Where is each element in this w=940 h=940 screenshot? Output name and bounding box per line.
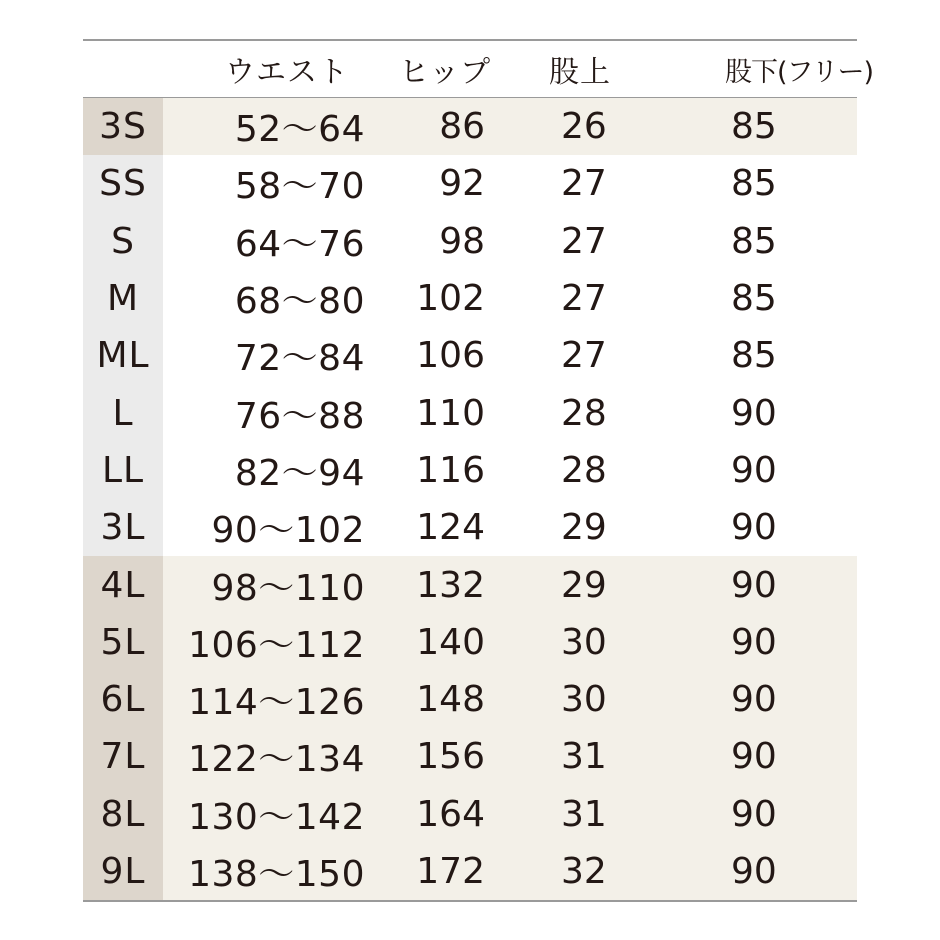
table-header <box>83 40 873 98</box>
inseam-cell: 85 <box>673 98 857 156</box>
table-row <box>83 442 857 499</box>
rise-cell: 27 <box>533 270 673 327</box>
inseam-cell: 90 <box>673 442 857 499</box>
table-row <box>83 671 857 728</box>
rise-cell: 27 <box>533 327 673 384</box>
rise-cell: 27 <box>533 213 673 270</box>
size-cell: 8L <box>83 786 163 843</box>
inseam-cell: 85 <box>673 213 857 270</box>
inseam-cell: 90 <box>673 728 857 785</box>
size-cell: L <box>83 384 163 441</box>
waist-cell: 130〜142 <box>163 786 373 843</box>
inseam-cell: 85 <box>673 155 857 212</box>
inseam-cell: 90 <box>673 671 857 728</box>
rise-cell: 29 <box>533 499 673 556</box>
inseam-cell: 85 <box>673 327 857 384</box>
rise-cell: 32 <box>533 843 673 901</box>
size-cell: M <box>83 270 163 327</box>
table-row <box>83 728 857 785</box>
waist-cell: 52〜64 <box>163 98 373 156</box>
waist-cell: 82〜94 <box>163 442 373 499</box>
waist-cell: 68〜80 <box>163 270 373 327</box>
rise-cell: 30 <box>533 614 673 671</box>
waist-cell: 76〜88 <box>163 384 373 441</box>
hip-cell: 110 <box>373 384 533 441</box>
hip-cell: 172 <box>373 843 533 901</box>
size-cell: 7L <box>83 728 163 785</box>
header-rise: 股上 <box>533 40 673 98</box>
header-size <box>83 40 163 98</box>
rise-cell: 28 <box>533 442 673 499</box>
hip-cell: 148 <box>373 671 533 728</box>
waist-cell: 98〜110 <box>163 556 373 613</box>
table-row <box>83 499 857 556</box>
table-row <box>83 327 857 384</box>
table-row <box>83 213 857 270</box>
hip-cell: 106 <box>373 327 533 384</box>
waist-cell: 72〜84 <box>163 327 373 384</box>
inseam-cell: 90 <box>673 614 857 671</box>
inseam-cell: 90 <box>673 556 857 613</box>
inseam-cell: 90 <box>673 499 857 556</box>
table-row <box>83 556 857 613</box>
rise-cell: 31 <box>533 786 673 843</box>
rise-cell: 31 <box>533 728 673 785</box>
size-cell: 6L <box>83 671 163 728</box>
inseam-cell: 90 <box>673 384 857 441</box>
size-cell: S <box>83 213 163 270</box>
size-cell: SS <box>83 155 163 212</box>
size-cell: 3L <box>83 499 163 556</box>
rise-cell: 29 <box>533 556 673 613</box>
hip-cell: 132 <box>373 556 533 613</box>
rise-cell: 30 <box>533 671 673 728</box>
rise-cell: 28 <box>533 384 673 441</box>
size-chart-table <box>83 39 873 902</box>
table-row <box>83 384 857 441</box>
table-row <box>83 786 857 843</box>
size-cell: 3S <box>83 98 163 156</box>
waist-cell: 58〜70 <box>163 155 373 212</box>
waist-cell: 138〜150 <box>163 843 373 901</box>
rise-cell: 27 <box>533 155 673 212</box>
size-cell: 4L <box>83 556 163 613</box>
inseam-cell: 90 <box>673 843 857 901</box>
hip-cell: 86 <box>373 98 533 156</box>
waist-cell: 90〜102 <box>163 499 373 556</box>
inseam-cell: 90 <box>673 786 857 843</box>
header-hip: ヒップ <box>373 40 533 98</box>
size-cell: 5L <box>83 614 163 671</box>
header-inseam: 股下(フリー) <box>673 40 857 98</box>
hip-cell: 156 <box>373 728 533 785</box>
waist-cell: 114〜126 <box>163 671 373 728</box>
size-cell: LL <box>83 442 163 499</box>
hip-cell: 124 <box>373 499 533 556</box>
size-cell: ML <box>83 327 163 384</box>
header-row <box>83 40 857 98</box>
hip-cell: 116 <box>373 442 533 499</box>
inseam-cell: 85 <box>673 270 857 327</box>
waist-cell: 122〜134 <box>163 728 373 785</box>
table-body <box>83 98 857 902</box>
table-row <box>83 614 857 671</box>
waist-cell: 106〜112 <box>163 614 373 671</box>
hip-cell: 92 <box>373 155 533 212</box>
table-row <box>83 155 857 212</box>
size-cell: 9L <box>83 843 163 901</box>
table-row <box>83 843 857 901</box>
waist-cell: 64〜76 <box>163 213 373 270</box>
rise-cell: 26 <box>533 98 673 156</box>
table-row <box>83 270 857 327</box>
header-waist: ウエスト <box>163 40 373 98</box>
hip-cell: 98 <box>373 213 533 270</box>
hip-cell: 140 <box>373 614 533 671</box>
hip-cell: 102 <box>373 270 533 327</box>
hip-cell: 164 <box>373 786 533 843</box>
table-row <box>83 98 857 156</box>
